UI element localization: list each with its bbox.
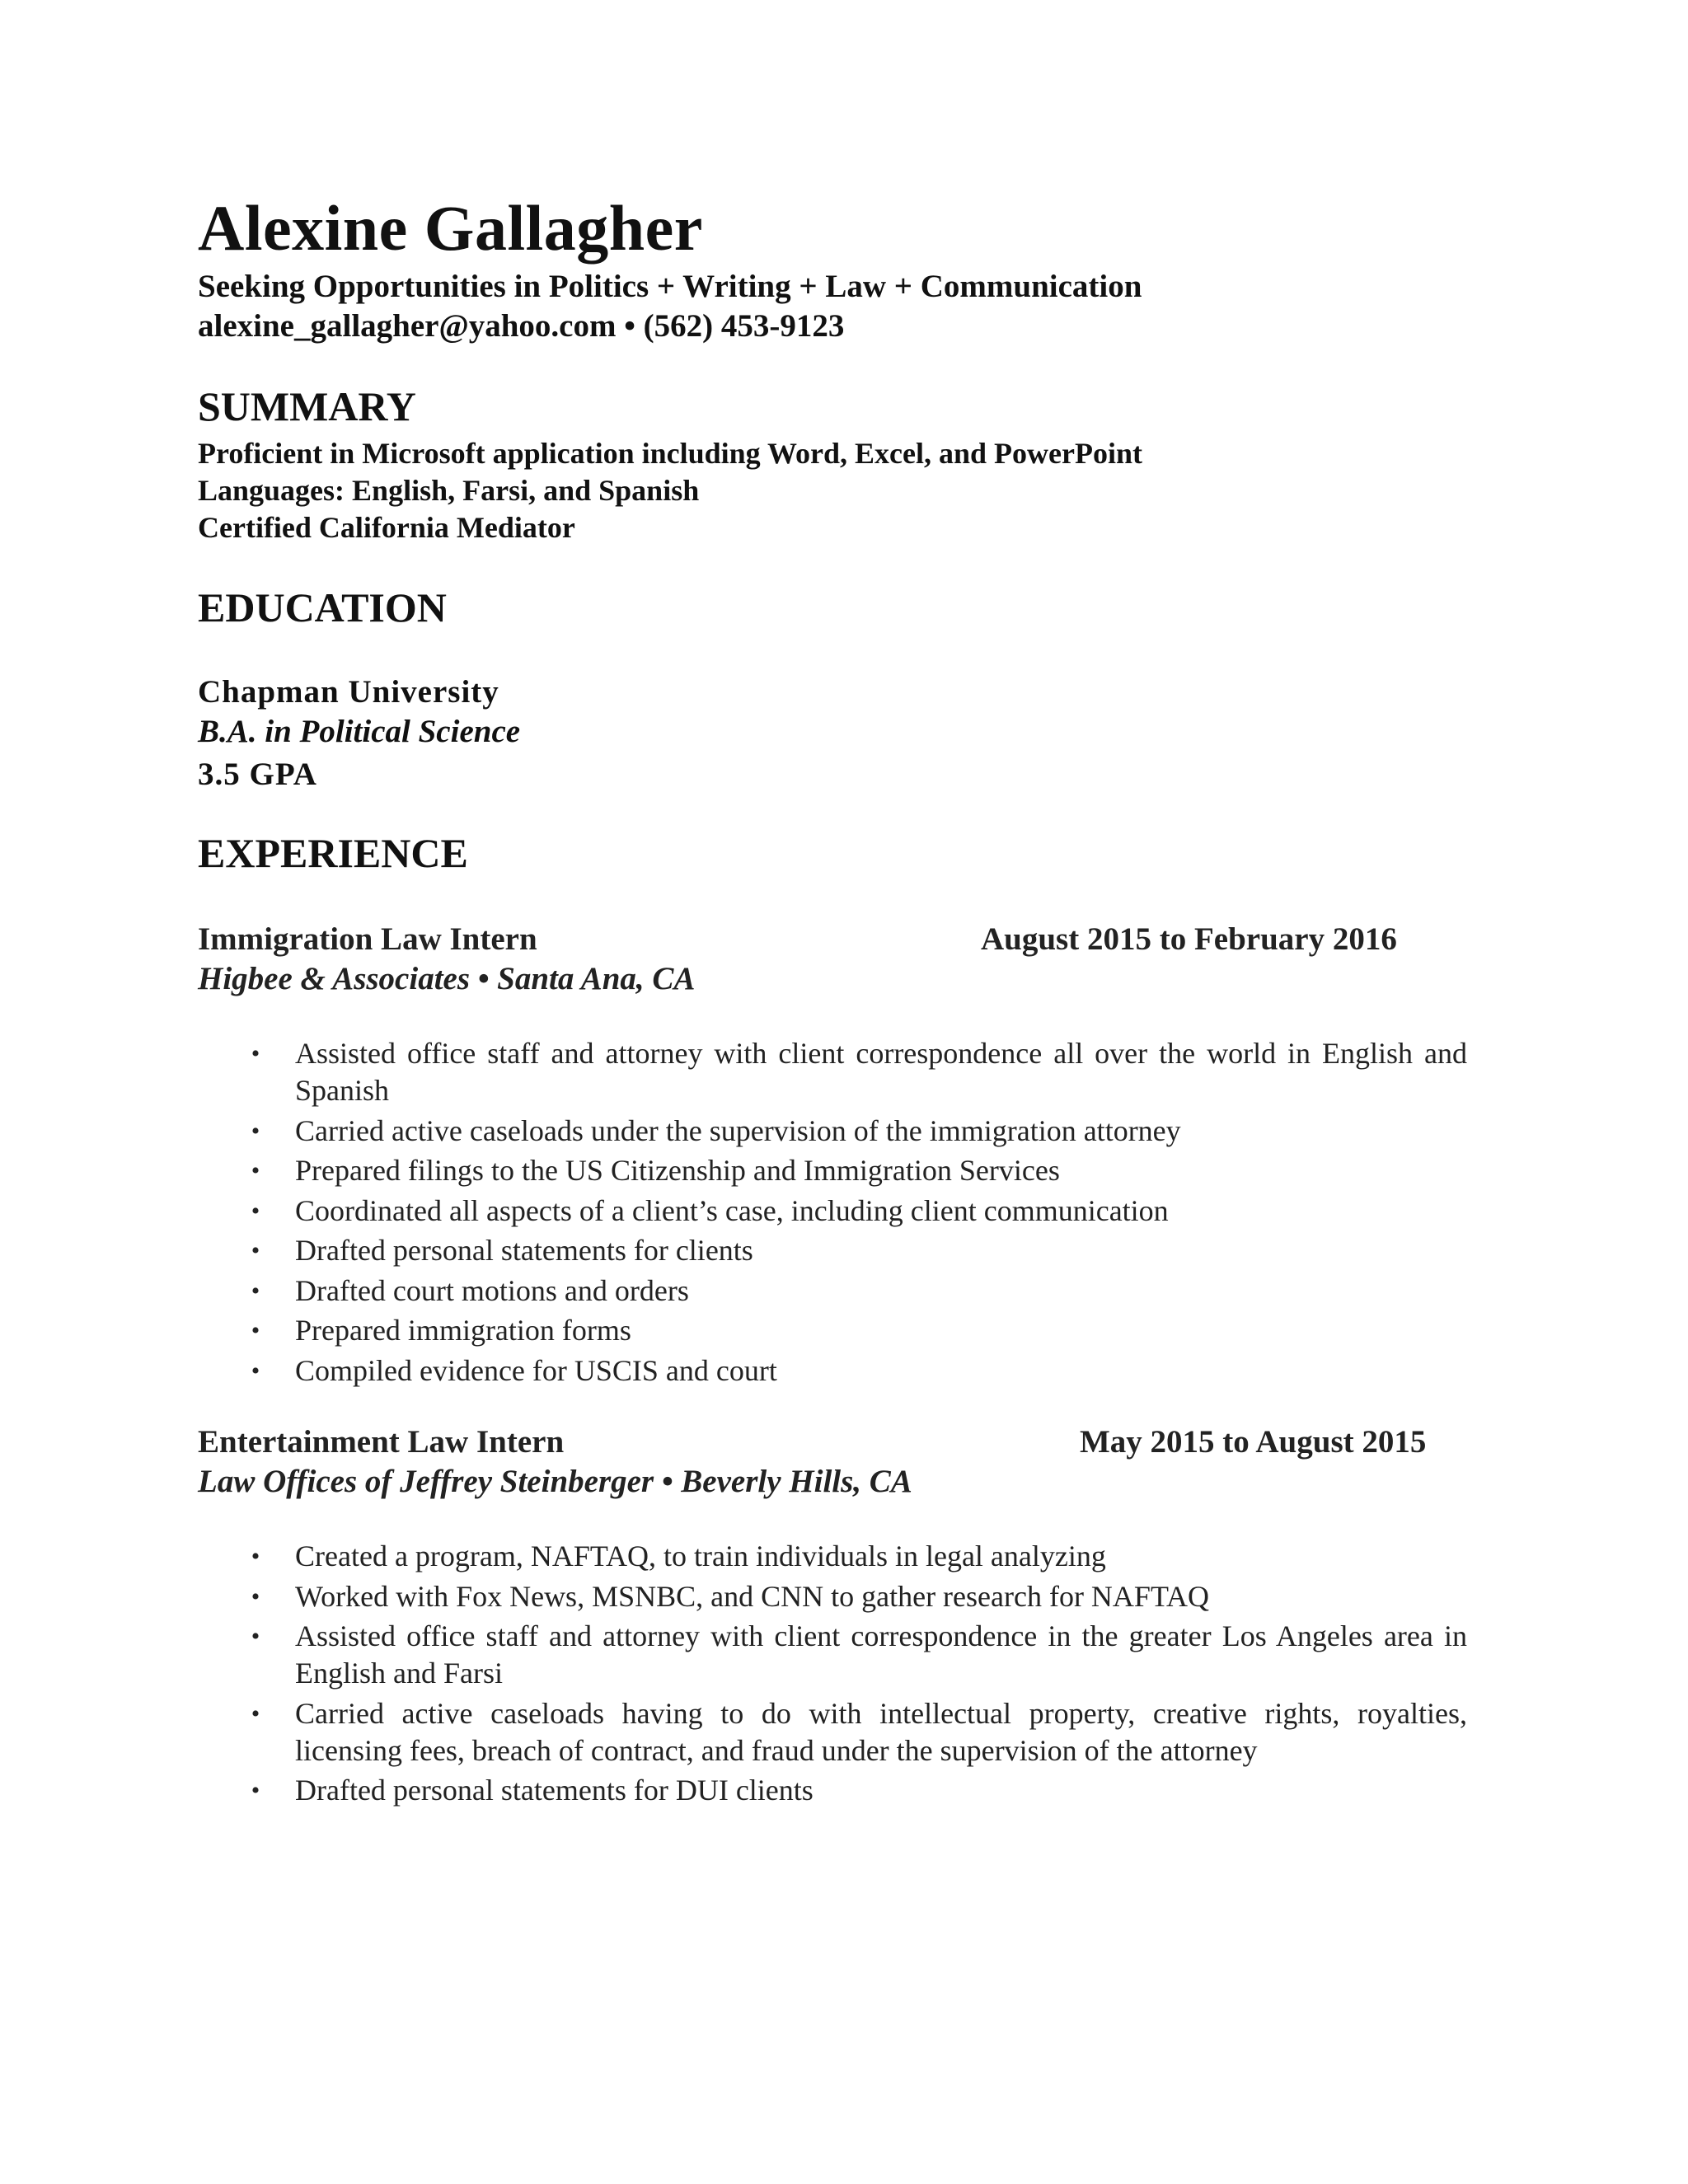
degree: B.A. in Political Science (198, 714, 521, 749)
list-item (247, 1695, 1467, 1769)
bullet-text: Created a program, NAFTAQ, to train individuals in legal analyzing (295, 1540, 1106, 1572)
bullet-icon: • (251, 1157, 260, 1184)
list-item (247, 1352, 1467, 1390)
bullet-text: Carried active caseloads under the supervision of the immigration attorney (295, 1113, 1181, 1147)
bullet-text: Drafted court motions and orders (295, 1273, 689, 1307)
summary-item: Languages: English, Farsi, and Spanish (198, 474, 700, 507)
job-bullet-list (247, 1538, 1467, 1812)
bullet-icon: • (251, 1237, 260, 1264)
gpa: 3.5 GPA (198, 757, 317, 792)
list-item (247, 1193, 1467, 1230)
list-item (247, 1232, 1467, 1269)
list-item (247, 1272, 1467, 1310)
job-dates: May 2015 to August 2015 (1080, 1424, 1427, 1460)
bullet-text: Drafted personal statements for clients (295, 1234, 753, 1267)
job-bullet-list (247, 1035, 1467, 1392)
bullet-text: Prepared filings to the US Citizenship and Immigration Services (295, 1154, 1060, 1187)
bullet-text: Worked with Fox News, MSNBC, and CNN to gather research for NAFTAQ (295, 1579, 1210, 1613)
list-item (247, 1578, 1467, 1615)
list-item (247, 1772, 1467, 1809)
bullet-text: Compiled evidence for USCIS and court (295, 1353, 777, 1387)
school-name: Chapman University (198, 674, 499, 710)
job-dates: August 2015 to February 2016 (981, 921, 1397, 957)
list-item (247, 1035, 1467, 1109)
bullet-icon: • (251, 1117, 260, 1145)
summary-list (198, 435, 1142, 546)
bullet-icon: • (251, 1582, 260, 1610)
bullet-text: Drafted personal statements for DUI clients (295, 1774, 814, 1807)
job-title: Entertainment Law Intern (198, 1424, 565, 1460)
candidate-name: Alexine Gallagher (198, 192, 703, 264)
bullet-icon: • (251, 1699, 260, 1727)
bullet-text: Prepared immigration forms (295, 1314, 631, 1347)
list-item (247, 1538, 1467, 1575)
summary-heading: SUMMARY (198, 383, 416, 429)
list-item (247, 1113, 1467, 1150)
list-item (247, 1152, 1467, 1189)
job-title: Immigration Law Intern (198, 921, 537, 957)
job-employer: Law Offices of Jeffrey Steinberger • Beverly Hills, CA (198, 1464, 912, 1499)
education-heading: EDUCATION (198, 584, 447, 630)
bullet-icon: • (251, 1623, 260, 1650)
list-item (247, 1618, 1467, 1692)
bullet-text: Carried active caseloads having to do with intellectual property, creative rights, royalties, licensing fees, breach of contract, and fraud under the supervision of the attorney (295, 1696, 1467, 1767)
bullet-icon: • (251, 1197, 260, 1225)
contact-info: alexine_gallagher@yahoo.com • (562) 453-9123 (198, 308, 845, 344)
list-item (247, 1312, 1467, 1349)
job-employer: Higbee & Associates • Santa Ana, CA (198, 961, 696, 996)
bullet-icon: • (251, 1277, 260, 1305)
bullet-icon: • (251, 1317, 260, 1344)
bullet-text: Assisted office staff and attorney with client correspondence in the greater Los Angeles area in English and Farsi (295, 1619, 1467, 1690)
bullet-icon: • (251, 1357, 260, 1385)
experience-heading: EXPERIENCE (198, 830, 468, 876)
bullet-icon: • (251, 1777, 260, 1804)
bullet-icon: • (251, 1040, 260, 1067)
bullet-icon: • (251, 1543, 260, 1570)
bullet-text: Assisted office staff and attorney with client correspondence all over the world in English and Spanish (295, 1037, 1467, 1107)
summary-item: Certified California Mediator (198, 511, 575, 544)
career-objective: Seeking Opportunities in Politics + Writing + Law + Communication (198, 269, 1142, 304)
bullet-text: Coordinated all aspects of a client’s case, including client communication (295, 1193, 1169, 1227)
summary-item: Proficient in Microsoft application including Word, Excel, and PowerPoint (198, 437, 1143, 470)
